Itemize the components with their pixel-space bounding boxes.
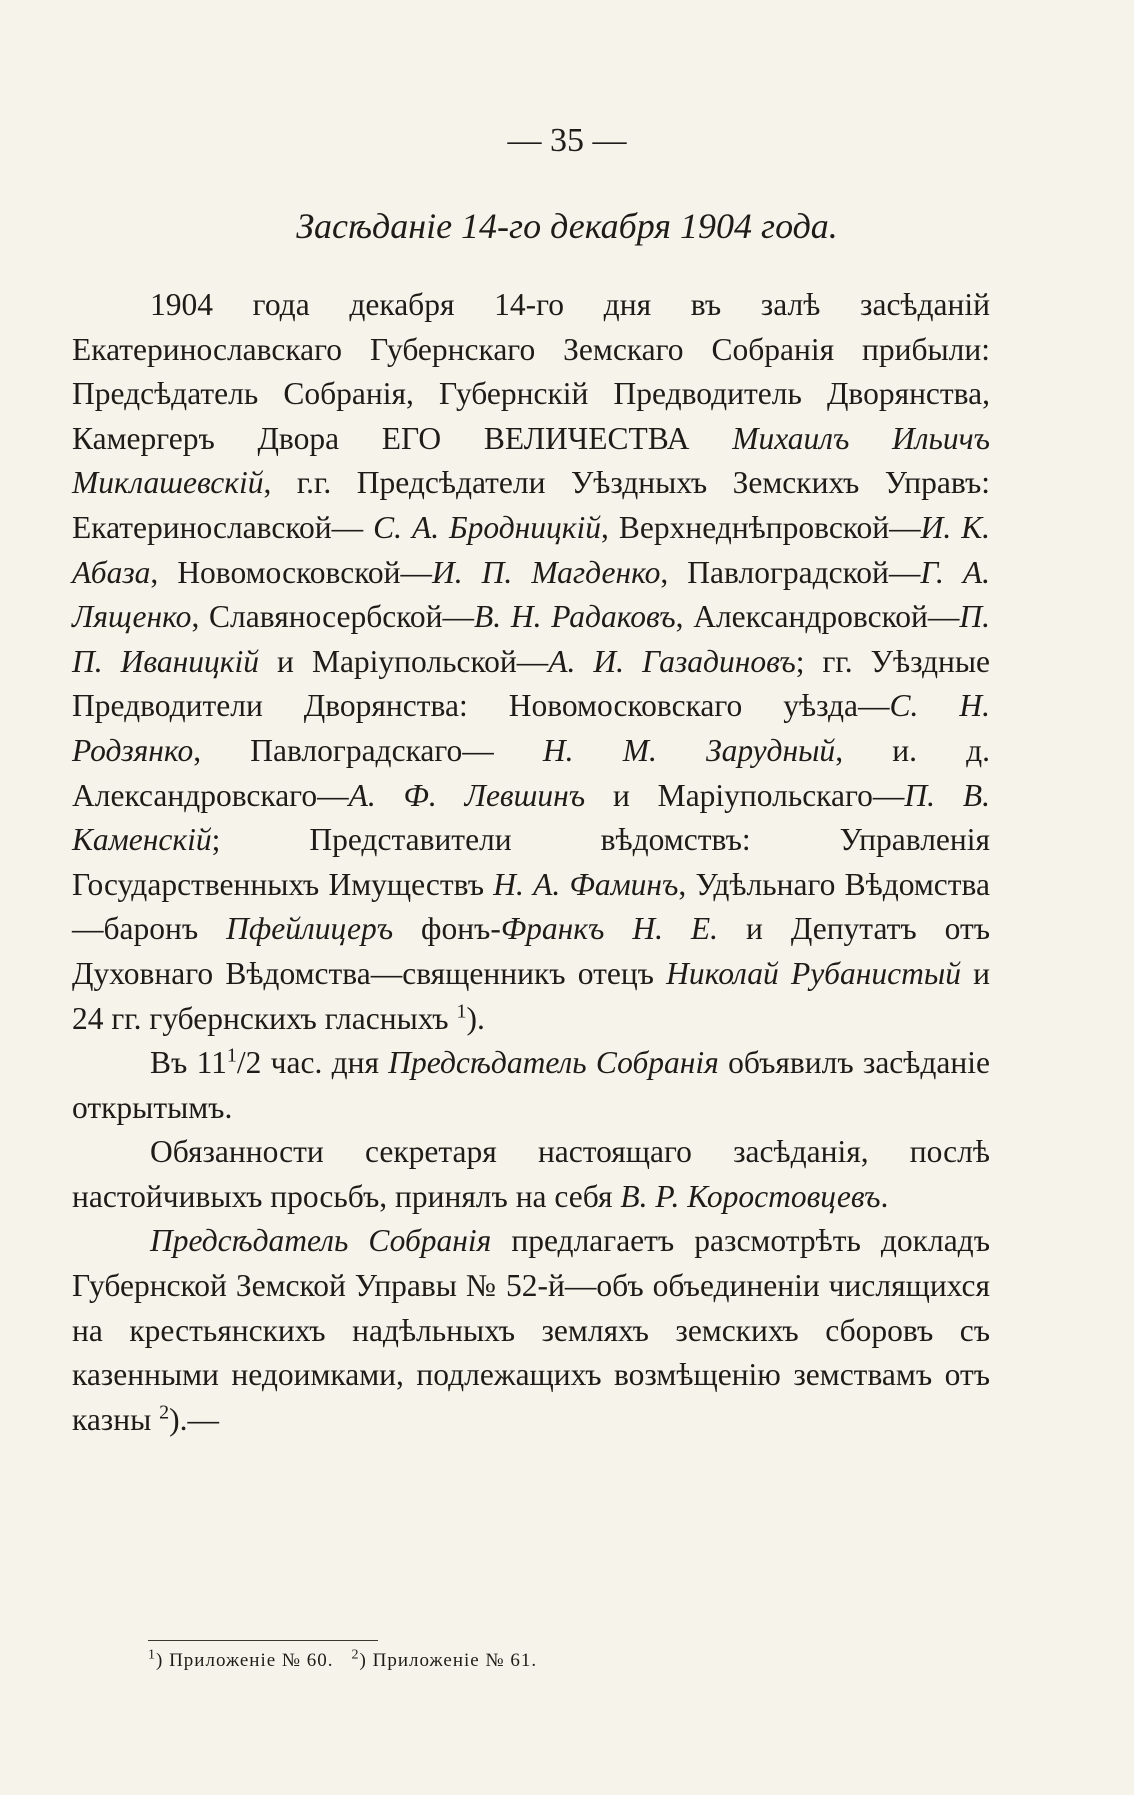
- footnote-ref: 1: [226, 1044, 237, 1067]
- italic-name: В. Н. Радаковъ: [474, 599, 676, 635]
- footnote-mark: 1: [148, 1648, 156, 1663]
- text-run: ; гг. Уѣздные Предводители Дворянства: Новомосковскаго уѣзда—: [72, 643, 990, 724]
- text-run: и Маріупольскаго—: [585, 777, 905, 813]
- italic-name: Николай Рубанистый: [666, 955, 961, 991]
- italic-name: А. И. Газадиновъ: [548, 643, 796, 679]
- italic-name: А. Ф. Левшинъ: [348, 777, 586, 813]
- text-run: ).: [466, 1000, 485, 1036]
- text-run: , Новомосковской—: [150, 554, 433, 590]
- italic-name: И. К. Абаза: [72, 509, 991, 590]
- text-run: и Маріупольской—: [259, 643, 549, 679]
- footnote-mark: 2: [351, 1648, 360, 1663]
- paragraph: [72, 1219, 990, 1442]
- italic-name: Михаилъ Ильичъ Миклашевскій: [72, 420, 991, 501]
- text-run: , Верхнеднѣпровской—: [601, 509, 921, 545]
- italic-name: П. В. Каменскій: [72, 777, 990, 858]
- paragraph: [72, 283, 990, 1041]
- footnote: [352, 1650, 538, 1671]
- footnote: [148, 1650, 334, 1671]
- text-run: .: [880, 1178, 889, 1214]
- text-run: фонъ-: [393, 911, 501, 947]
- body-text: [72, 283, 990, 1442]
- text-run: , Александровской—: [675, 599, 960, 635]
- italic-name: Н. А. Фаминъ: [493, 866, 679, 902]
- text-run: , Удѣльнаго Вѣдомства—баронъ: [72, 866, 990, 947]
- italic-name: Пфейлицеръ: [226, 911, 394, 947]
- session-heading: Засѣданіе 14-го декабря 1904 года.: [296, 206, 838, 246]
- text-run: /2 час. дня: [236, 1045, 389, 1081]
- italic-name: С. Н. Родзянко: [72, 688, 990, 768]
- text-run: , Павлоградскаго—: [193, 732, 543, 768]
- paragraph: [72, 1041, 990, 1130]
- text-run: и 24 гг. губернскихъ гласныхъ: [72, 955, 991, 1036]
- text-run: ).—: [169, 1401, 220, 1437]
- page-number: — 35 —: [507, 122, 627, 159]
- footnotes: [148, 1648, 948, 1672]
- text-run: , и. д. Александровскаго—: [72, 732, 991, 813]
- italic-name: Франкъ Н. Е.: [500, 911, 719, 947]
- text-run: и Депутатъ отъ Духовнаго Вѣдомства—священникъ отецъ: [72, 911, 991, 991]
- text-run: , г.г. Предсѣдатели Уѣздныхъ Земскихъ Управъ: Екатеринославской—: [72, 465, 990, 545]
- text-run: , Павлоградской—: [660, 554, 921, 590]
- text-run: , Славяносербской—: [191, 599, 475, 635]
- text-run: Въ 11: [150, 1045, 227, 1081]
- italic-name: Г. А. Лященко: [72, 554, 990, 635]
- text-run: предлагаетъ разсмотрѣть докладъ Губернской Земской Управы № 52-й—объ объединеніи числящихся на крестьянскихъ надѣльныхъ земляхъ земскихъ сборовъ съ казенными недоимками, подлежащихъ возмѣщенію земствамъ отъ казны: [72, 1223, 990, 1437]
- text-run: Обязанности секретаря настоящаго засѣданія, послѣ настойчивыхъ просьбъ, принялъ на себя: [72, 1134, 990, 1214]
- italic-name: И. П. Магденко: [432, 554, 661, 590]
- text-run: 1904 года декабря 14-го дня въ залѣ засѣданій Екатеринославскаго Губернскаго Земскаго Собранія прибыли: Предсѣдатель Собранія, Губернскій Предводитель Дворянства, Камергеръ Двора ЕГО ВЕЛИЧЕСТВА: [72, 287, 990, 456]
- italic-name: Н. М. Зарудный: [542, 732, 836, 768]
- footnote-text: ) Приложеніе № 60.: [156, 1650, 334, 1672]
- italic-name: С. А. Бродницкій: [373, 509, 602, 545]
- footnote-ref: 2: [159, 1401, 170, 1424]
- italic-name: Предсѣдатель Собранія: [388, 1045, 719, 1081]
- footnote-ref: 1: [456, 1000, 467, 1022]
- italic-name: Предсѣдатель Собранія: [150, 1223, 492, 1259]
- italic-name: П. П. Иваницкій: [72, 599, 991, 679]
- text-run: объявилъ засѣданіе открытымъ.: [72, 1045, 990, 1125]
- paragraph: [72, 1130, 990, 1219]
- italic-name: В. Р. Коростовцевъ: [620, 1178, 881, 1214]
- footnote-divider: [148, 1640, 378, 1641]
- footnote-text: ) Приложеніе № 61.: [359, 1650, 538, 1672]
- text-run: ; Представители вѣдомствъ: Управленія Государственныхъ Имуществъ: [72, 822, 990, 902]
